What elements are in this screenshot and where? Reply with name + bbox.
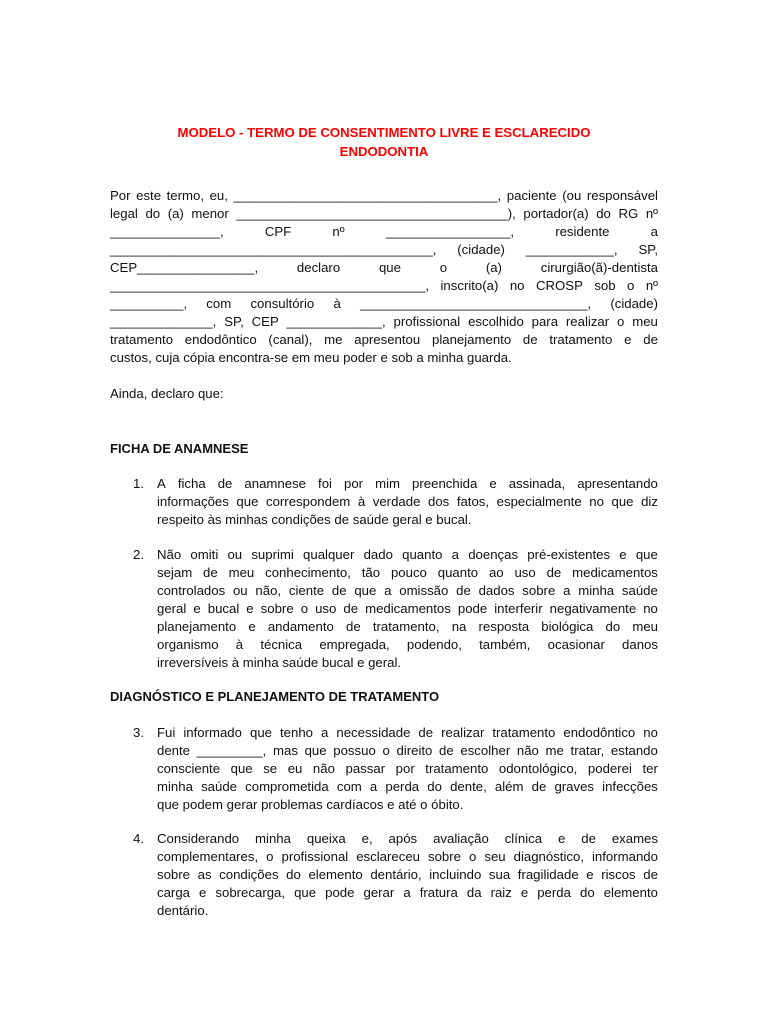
text-line [157,848,658,866]
word: fatos, [456,494,490,509]
word: diagnóstico, [513,849,584,864]
word: à [235,637,244,652]
list-item-last-line: que podem gerar problemas cardíacos e até o óbito. [157,797,464,812]
word: a [321,725,329,740]
word: pouco [390,565,427,580]
word: esclareceu [356,849,420,864]
word: que [611,494,634,509]
word: no [589,494,604,509]
word: verdade [372,494,421,509]
word: pode [457,601,488,616]
word: com [206,296,232,311]
text-line [110,259,658,277]
word: tão [361,565,381,580]
word: tratamento [110,332,174,347]
list-item-last-line: dentário. [157,903,209,918]
word: ou [227,547,243,562]
word: o [439,260,448,275]
text-line [157,724,658,742]
word: CROSP [535,278,583,293]
list-number: 2. [133,547,144,562]
text-line [157,475,658,493]
word: me [545,743,564,758]
word: também, [479,637,531,652]
word: omiti [190,547,219,562]
word: (a) [485,260,502,275]
word: incluindo [429,867,482,882]
list-item-last-line: irreversíveis à minha saúde bucal e geral. [157,655,402,670]
word: que [354,583,377,598]
word: (canal), [268,332,313,347]
word: complementares, [157,849,259,864]
word: de [643,332,658,347]
word: declaro [296,260,341,275]
word: ao [488,565,504,580]
word: sobrecarga, [215,885,286,900]
text-line [157,600,658,618]
word: técnica [260,637,303,652]
word: ____________________________________, [233,188,502,203]
word: de [346,619,361,634]
list-item-lines [157,724,658,796]
word: eu [287,761,303,776]
word: avaliação [433,831,489,846]
text-line [110,295,658,313]
word: mim [375,476,401,491]
word: de [581,831,596,846]
word: ____________________________________________, [110,242,437,257]
list-number: 1. [133,476,144,491]
word: meu [632,619,658,634]
word: do [286,867,301,882]
list-item-lines [157,475,658,511]
word: e [489,476,497,491]
word: que [230,761,253,776]
word: ter [642,761,658,776]
word: à [333,296,341,311]
word: profissional [281,849,349,864]
section-heading-diagnostico: DIAGNÓSTICO E PLANEJAMENTO DE TRATAMENTO [110,689,440,704]
word: meu [632,314,658,329]
word: diz [641,494,658,509]
word: medicamentos [365,601,451,616]
word: o [266,849,274,864]
text-line [157,564,658,582]
word: bucal [207,601,240,616]
word: o [382,743,390,758]
word: sobre [157,867,190,882]
list-item-last-line: respeito às minhas condições de saúde geral e bucal. [157,512,472,527]
word: não, [255,583,282,598]
list-item-lines [157,546,658,654]
word: de [331,583,347,598]
word: minha [157,779,193,794]
word: Considerando [157,831,240,846]
word: no [643,725,658,740]
word: saúde [621,583,658,598]
list-item-text [157,475,658,529]
word: RG [618,206,639,221]
word: resposta [478,619,530,634]
word: comprometida [245,779,329,794]
word: e [246,601,254,616]
text-line [110,331,658,349]
list-item-lines [157,830,658,902]
word: tratamento [549,332,613,347]
word: qualquer [303,547,355,562]
word: tratamento, [372,619,440,634]
word: este [136,188,162,203]
word: responsável [586,188,658,203]
word: danos [622,637,658,652]
word: a [650,224,658,239]
word: assinada, [508,476,566,491]
word: geral [157,601,187,616]
word: quanto [402,547,443,562]
word: no [643,601,658,616]
word: A [157,476,166,491]
word: ou [232,583,248,598]
word: residente [555,224,610,239]
word: uso [514,565,536,580]
word: mas [273,743,298,758]
word: foi [318,476,332,491]
word: queixa [306,831,346,846]
word: me [324,332,343,347]
word: CEP________________, [110,260,259,275]
word: realizar [441,725,485,740]
word: organismo [157,637,219,652]
word: seu [484,849,506,864]
word: que [294,885,317,900]
word: sob [594,278,616,293]
word: exames [611,831,658,846]
word: planejamento [431,332,512,347]
word: na [451,619,467,634]
word: por [344,476,364,491]
word: riscos [601,867,636,882]
word: após [388,831,418,846]
word: ficha [177,476,206,491]
word: elemento [308,867,363,882]
word: direito [396,743,433,758]
word: perda [385,779,420,794]
word: que [236,494,259,509]
word: no [509,278,525,293]
text-line [110,187,658,205]
word: as [197,867,212,882]
word: graves [554,779,595,794]
list-number: 3. [133,725,144,740]
word: (ou [562,188,582,203]
text-line [110,223,658,241]
word: dente [157,743,191,758]
text-line [157,582,658,600]
list-item-text [157,724,658,814]
word: passar [345,761,386,776]
word: Fui [157,725,176,740]
word: o [469,849,477,864]
word: do [145,206,161,221]
word: _____________, [286,314,386,329]
word: de [643,867,658,882]
word: que [304,743,327,758]
word: sejam [157,565,193,580]
word: _______________________________, [360,296,592,311]
word: quanto [437,565,479,580]
word: o [627,278,635,293]
word: para [531,314,559,329]
word: tratamento [492,725,556,740]
text-line [157,760,658,778]
text-line [110,277,658,295]
word: preenchida [412,476,478,491]
word: eu, [209,188,228,203]
text-line [110,205,658,223]
word: tenho [280,725,314,740]
word: se [263,761,278,776]
text-line [110,313,658,331]
word: Por [110,188,131,203]
word: doenças [468,547,519,562]
word: e [619,547,627,562]
word: legal [110,206,138,221]
word: __________, [110,296,188,311]
word: ocasionar [547,637,605,652]
word: SP, [224,314,244,329]
word: do [579,885,595,900]
word: biológica [541,619,594,634]
list-item-text [157,546,658,672]
word: (cidade) [610,296,658,311]
word: não [516,743,539,758]
word: pré-existentes [527,547,611,562]
word: pode [325,885,355,900]
word: profissional [393,314,461,329]
word: planejamento [157,619,237,634]
word: escolher [460,743,511,758]
word: sobre [428,849,461,864]
word: nº [645,278,658,293]
word: tratar, [570,743,605,758]
word: informando [592,849,658,864]
word: especialmente [496,494,582,509]
word: _____________________________________), [236,206,516,221]
word: dos [427,494,450,509]
word: gerar [363,885,395,900]
list-item-text [157,830,658,920]
word: e [624,332,632,347]
text-line [157,866,658,884]
word: fratura [419,885,458,900]
word: minha [255,831,291,846]
word: informado [183,725,242,740]
word: e [193,601,201,616]
word: sobre [260,601,294,616]
text-line [157,636,658,654]
word: cirurgião(ã)-dentista [540,260,658,275]
word: dados [478,583,515,598]
word: do [596,206,611,221]
word: de [203,565,218,580]
declaration-line: Ainda, declaro que: [110,386,224,401]
word: o [617,314,625,329]
word: conhecimento, [265,565,351,580]
word: a [451,547,459,562]
word: saúde [201,779,237,794]
word: suprimi [251,547,294,562]
text-line [157,546,658,564]
text-line [157,884,658,902]
word: por [395,761,415,776]
document-subtitle: ENDODONTIA [339,144,429,159]
word: poderei [587,761,632,776]
text-line [157,742,658,760]
word: menor [191,206,229,221]
word: interferir [494,601,543,616]
word: elemento [603,885,658,900]
word: não [312,761,335,776]
word: termo, [166,188,204,203]
word: tratamento [425,761,489,776]
word: à [357,494,366,509]
word: (a) [167,206,184,221]
word: odontológico, [498,761,578,776]
word: medicamentos [572,565,658,580]
text-line [157,493,658,511]
word: portador(a) [523,206,589,221]
word: nº [645,206,658,221]
word: raiz [490,885,512,900]
word: e [199,885,207,900]
word: além [494,779,524,794]
word: paciente [506,188,557,203]
word: meu [228,565,255,580]
word: a [384,583,392,598]
word: omissão [399,583,449,598]
word: o [300,601,309,616]
word: dentário, [370,867,422,882]
word: dente, [450,779,487,794]
word: de [522,332,538,347]
word: _________________, [385,224,515,239]
word: endodôntico [563,725,636,740]
word: fragilidade [517,867,579,882]
word: que [378,260,401,275]
word: infecções [602,779,658,794]
word: que [635,547,658,562]
word: estando [610,743,658,758]
word: nº [332,224,345,239]
word: correspondem [265,494,351,509]
word: do [605,619,621,634]
list-number: 4. [133,831,144,846]
word: e [557,831,566,846]
word: informações [157,494,229,509]
word: apresentando [577,476,658,491]
word: andamento [267,619,334,634]
word: ______________, [110,314,217,329]
word: de [531,779,547,794]
intro-paragraph [110,187,658,367]
word: da [466,885,482,900]
word: _______________, [110,224,224,239]
word: Não [157,547,182,562]
word: negativamente [549,601,637,616]
word: realizar [565,314,610,329]
text-line [157,830,658,848]
word: do [427,779,442,794]
word: ____________, [525,242,618,257]
word: empregada, [319,637,390,652]
word: _________, [196,743,267,758]
section-heading-anamnese: FICHA DE ANAMNESE [110,441,249,456]
word: CEP [251,314,279,329]
word: uso [315,601,337,616]
word: perda [537,885,571,900]
word: inscrito(a) [440,278,499,293]
word: minha [578,583,615,598]
word: e [586,867,594,882]
word: e, [361,831,373,846]
word: e [248,619,256,634]
word: de [217,476,233,491]
word: dado [363,547,393,562]
word: (cidade) [457,242,505,257]
word: podendo, [406,637,462,652]
word: necessidade [336,725,411,740]
word: ___________________________________________, [110,278,430,293]
word: carga [157,885,190,900]
word: condições [219,867,279,882]
word: sua [488,867,511,882]
word: anamnese [244,476,307,491]
word: escolhido [468,314,524,329]
word: CPF [264,224,292,239]
word: clínica [504,831,543,846]
word: possuo [333,743,376,758]
word: apresentou [354,332,421,347]
word: a [403,885,411,900]
word: ciente [288,583,325,598]
word: de [546,565,562,580]
word: de [418,725,434,740]
word: sobre [522,583,556,598]
word: endodôntico [184,332,257,347]
word: e [520,885,529,900]
word: controlados [157,583,226,598]
intro-lines [110,187,658,349]
word: de [439,743,454,758]
text-line [110,241,658,259]
word: de [343,601,359,616]
word: consultório [250,296,315,311]
word: a [369,779,378,794]
word: consciente [157,761,221,776]
word: a [563,583,571,598]
text-line [157,778,658,796]
intro-last-line: custos, cuja cópia encontra-se em meu poder e sob a minha guarda. [110,350,512,365]
word: de [456,583,471,598]
text-line [157,618,658,636]
word: SP, [638,242,658,257]
word: que [249,725,272,740]
document-title: MODELO - TERMO DE CONSENTIMENTO LIVRE E ESCLARECIDO [177,125,591,140]
word: com [336,779,362,794]
